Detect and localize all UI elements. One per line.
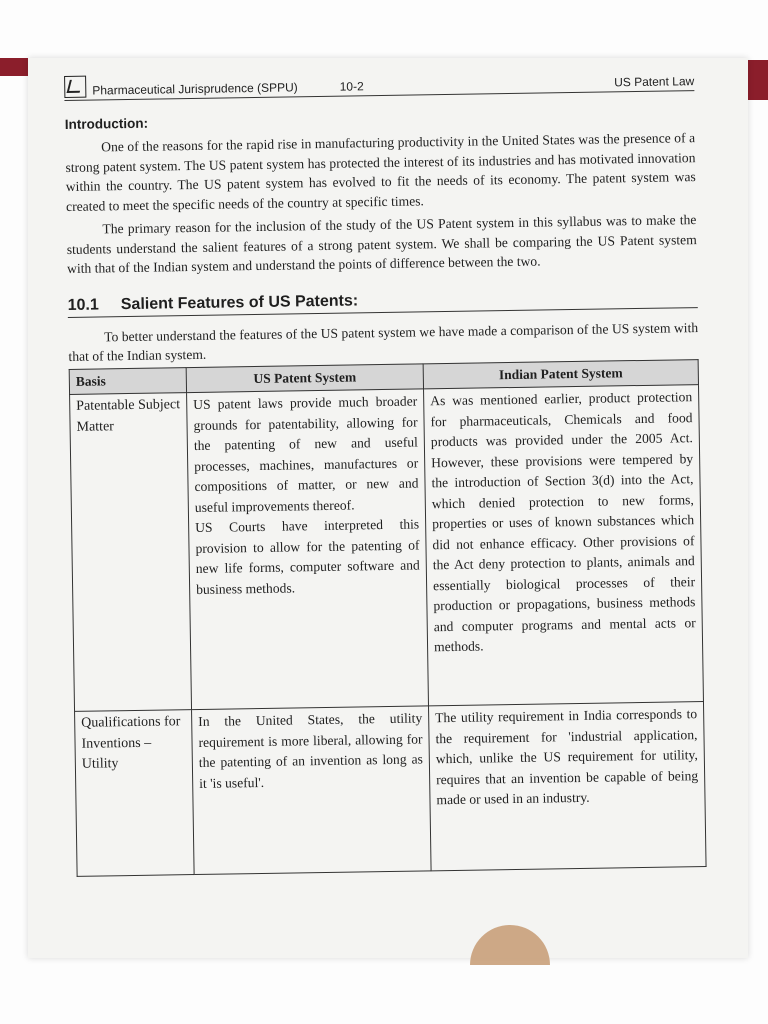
basis-cell: Qualifications for Inventions – Utility: [75, 710, 195, 877]
us-text: US Courts have interpreted this provision to allow for the patenting of new life forms, computer software and business methods.: [195, 516, 420, 597]
table-row: [70, 385, 704, 712]
header-left: [64, 71, 364, 98]
section-heading: [68, 287, 698, 318]
section-title: Salient Features of US Patents:: [120, 291, 359, 313]
section-number: 10.1: [67, 295, 99, 314]
india-cell: [429, 702, 707, 871]
introduction-paragraph-1: One of the reasons for the rapid rise in manufacturing productivity in the United States was the presence of a strong patent system. The US patent system has protected the interest of its industries and has motivated innovation within the country. The US patent system has evolved to fit the needs of its economy. The patent system was created to meet the specific needs of the country at specific times.: [65, 130, 696, 214]
table-row: [75, 702, 707, 877]
basis-cell: Patentable Subject Matter: [70, 393, 192, 712]
book-title: Pharmaceutical Jurisprudence (SPPU): [92, 80, 298, 98]
page-content: [64, 62, 707, 877]
page-number: 10-2: [339, 79, 364, 94]
us-text: US patent laws provide much broader grounds for patentability, allowing for the patenting of new and useful processes, machines, manufactures or compositions of matter, or new and useful improvements thereof.: [193, 393, 419, 515]
introduction-heading: Introduction:: [64, 115, 149, 132]
india-text: As was mentioned earlier, product protection for pharmaceuticals, Chemicals and food products was provided under the 2005 Act. However, these provisions were tempered by the introduction of Section 3(d) into the Act, which denied protection to new forms, properties or uses of known substances which did not enhance efficacy. Other provisions of the Act deny protection to plants, animals and essentially biological processes of their production or propagations, business methods and computer programs and mental acts or methods.: [430, 389, 696, 655]
us-cell: [192, 706, 432, 875]
header-india: Indian Patent System: [423, 359, 698, 389]
header-us: US Patent System: [186, 363, 423, 392]
india-text: The utility requirement in India corresponds to the requirement for 'industrial application, which, unlike the US requirement for utility, requires that an invention be capable of being made or used in an industry.: [435, 706, 699, 808]
india-cell: [424, 385, 704, 706]
publisher-logo-icon: [64, 76, 86, 98]
introduction-paragraph-2: The primary reason for the inclusion of the study of the US Patent system in this syllabus was to make the students understand the salient features of a strong patent system. We shall be comparing the US Patent system with that of the Indian system and understand the points of difference between the two.: [66, 212, 697, 276]
us-text: In the United States, the utility requirement is more liberal, allowing for the patenting of an invention as long as it 'is useful'.: [198, 710, 423, 791]
section-intro: To better understand the features of the US patent system we have made a comparison of the US system with that of the Indian system.: [68, 319, 699, 364]
header-basis: Basis: [69, 367, 186, 394]
us-cell: [187, 389, 429, 710]
chapter-title: US Patent Law: [614, 74, 695, 90]
comparison-table: [69, 359, 707, 877]
